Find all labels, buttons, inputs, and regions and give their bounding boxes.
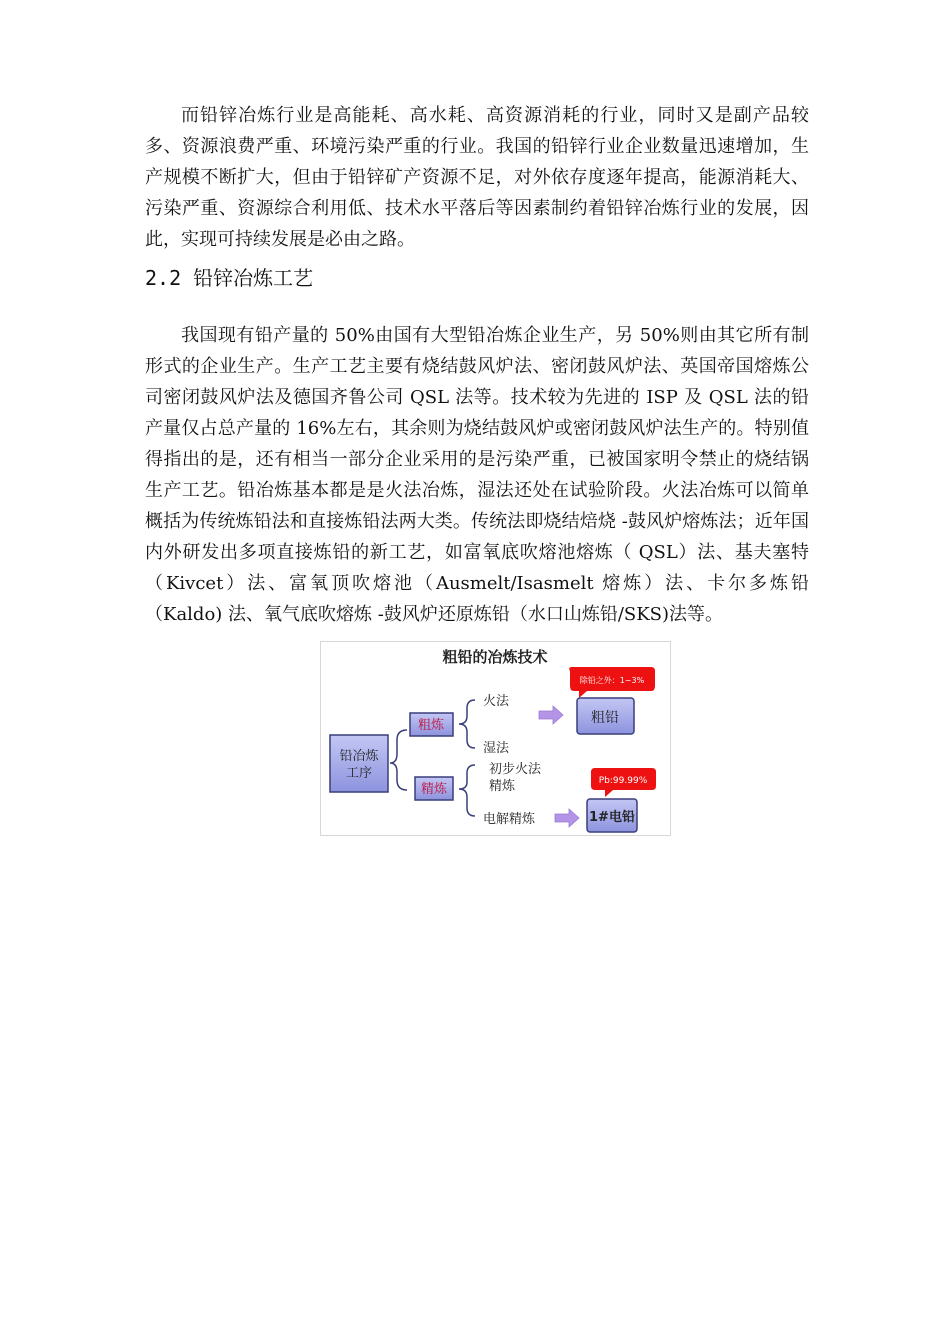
main-brace	[390, 730, 407, 790]
arrow-to-crude-lead-icon	[539, 706, 563, 724]
refining-label: 精炼	[420, 782, 448, 797]
initial-fire-refining-line1: 初步火法	[489, 762, 542, 777]
root-label-line2: 工序	[345, 766, 373, 781]
upper-brace	[459, 700, 475, 748]
wet-method-label: 湿法	[483, 741, 510, 756]
electro-lead-label: 1#电铅	[589, 810, 635, 825]
root-label-line1: 铅冶炼	[339, 749, 379, 764]
process-paragraph: 我国现有铅产量的 50%由国有大型铅冶炼企业生产，另 50%则由其它所有制形式的企业生产。生产工艺主要有烧结鼓风炉法、密闭鼓风炉法、英国帝国熔炼公司密闭鼓风炉法及德国齐鲁公司 QSL 法等。技术较为先进的 ISP 及 QSL 法的铅产量仅占总产量的 16%左右，其余则为烧结鼓风炉或密闭鼓风炉法生产的。特别值得指出的是，还有相当一部分企业采用的是污染严重，已被国家明令禁止的烧结锅生产工艺。铅冶炼基本都是是火法冶炼，湿法还处在试验阶段。火法冶炼可以简单概括为传统炼铅法和直接炼铅法两大类。传统法即烧结焙烧 -鼓风炉熔炼法；近年国内外研发出多项直接炼铅的新工艺，如富氧底吹熔池熔炼（ QSL）法、基夫塞特（Kivcet）法、富氧顶吹熔池（Ausmelt/Isasmelt 熔炼）法、卡尔多炼铅（Kaldo) 法、氧气底吹熔炼 -鼓风炉还原炼铅（水口山炼铅/SKS)法等。	[145, 325, 809, 625]
fire-method-label: 火法	[483, 694, 510, 709]
lower-brace	[459, 765, 475, 816]
lead-smelting-diagram	[320, 641, 671, 836]
crude-lead-label: 粗铅	[591, 710, 619, 726]
rough-smelting-label: 粗炼	[417, 718, 445, 733]
electrolytic-refining-label: 电解精炼	[483, 812, 536, 827]
initial-fire-refining-line2: 精炼	[489, 779, 516, 794]
intro-paragraph: 而铅锌冶炼行业是高能耗、高水耗、高资源消耗的行业，同时又是副产品较多、资源浪费严重、环境污染严重的行业。我国的铅锌行业企业数量迅速增加，生产规模不断扩大，但由于铅锌矿产资源不足，对外依存度逐年提高，能源消耗大、污染严重、资源综合利用低、技术水平落后等因素制约着铅锌冶炼行业的发展，因此，实现可持续发展是必由之路。	[145, 105, 809, 250]
crude-lead-callout-text: 除铅之外：1~3%	[579, 676, 645, 685]
diagram-canvas	[321, 642, 670, 835]
diagram-title: 粗铅的冶炼技术	[442, 648, 548, 666]
section-heading: 2.2 铅锌冶炼工艺	[145, 266, 314, 290]
arrow-to-electro-lead-icon	[555, 809, 579, 827]
electro-lead-callout-text: Pb:99.99%	[598, 776, 648, 786]
